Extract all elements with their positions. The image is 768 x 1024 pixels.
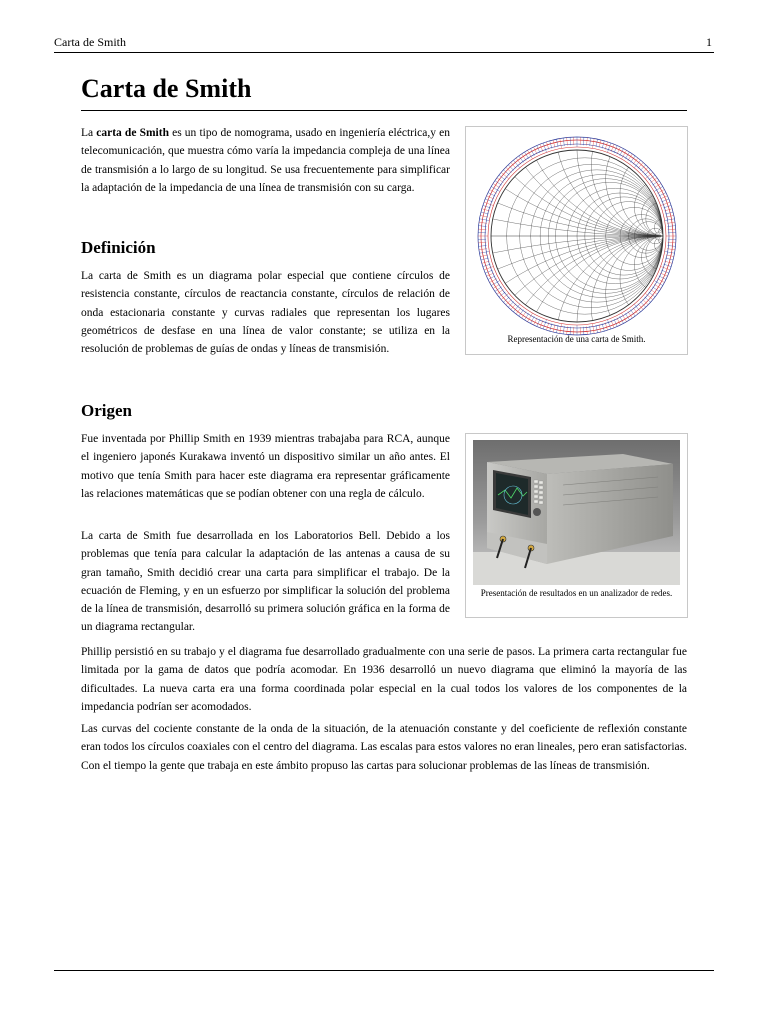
intro-bold-term: carta de Smith (96, 127, 169, 139)
origen-paragraph-4: Las curvas del cociente constante de la onda de la situación, de la atenuación constante y del coeficiente de reflexión constante eran todos los círculos coaxiales con el centro del diagrama. Las escalas para estos valores no eran lineales, pero eran satisfactorias. Con el tiempo la gente que trabaja en este ámbito propuso las cartas para solucionar problemas de las líneas de transmisión. (81, 723, 687, 772)
origen-paragraph-3: Phillip persistió en su trabajo y el diagrama fue desarrollado gradualmente con una serie de pasos. La primera carta rectangular fue limitada por la gama de datos que podría acomodar. En 1936 desarrolló un nuevo diagrama que eliminó la mayoría de las dificultades. La nueva carta era una forma coordinada polar especial en la cual todos los valores de los componentes de la impedancia podrían ser acomodados. (81, 646, 687, 713)
intro-rest: es un tipo de nomograma, usado en ingeniería eléctrica,y en telecomunicación, que muestra cómo varía la impedancia compleja de una línea de transmisión a lo largo de su longitud. Se usa frecuentemente para simplificar la adaptación de la impedancia de una línea de transmisión con su carga. (81, 127, 450, 194)
origen-paragraph-2: La carta de Smith fue desarrollada en los Laboratorios Bell. Debido a los problemas que tenía para calcular la adaptación de las antenas a causa de su gran tamaño, Smith decidió crear una carta para simplificar el trabajo. De la ecuación de Fleming, y en un esfuerzo por simplificar la solución del problema de la línea de transmisión, desarrolló su primera solución gráfica en la forma de un diagrama rectangular. (81, 530, 450, 634)
smith-chart-image (476, 135, 678, 337)
section-heading-origen: Origen (81, 401, 132, 420)
page-title: Carta de Smith (81, 72, 687, 111)
figure-caption-analyzer: Presentación de resultados en un analizador de redes. (480, 588, 673, 598)
intro-paragraph (81, 124, 450, 197)
page-number: 1 (706, 35, 712, 49)
figure-smith-chart (465, 126, 688, 355)
figure-caption-smith: Representación de una carta de Smith. (507, 334, 646, 344)
section-heading-definicion: Definición (81, 238, 156, 257)
intro-lead: La (81, 127, 97, 139)
figure-network-analyzer (465, 433, 688, 618)
running-header (54, 34, 714, 53)
definicion-paragraph: La carta de Smith es un diagrama polar especial que contiene círculos de resistencia constante, círculos de reactancia constante, círculos de relación de onda estacionaria constante y curvas radiales que representan los lugares geométricos de desfase en una línea de valor constante; se utiliza en la resolución de problemas de guías de ondas y líneas de transmisión. (81, 270, 450, 356)
network-analyzer-photo (473, 440, 680, 585)
footer-rule (54, 970, 714, 971)
running-title: Carta de Smith (54, 35, 126, 49)
origen-paragraph-1: Fue inventada por Phillip Smith en 1939 mientras trabajaba para RCA, aunque el ingeniero japonés Kurakawa inventó un dispositivo similar un año antes. El motivo que tenía Smith para hacer este diagrama era representar gráficamente las relaciones matemáticas que se podían obtener con una regla de cálculo. (81, 433, 450, 500)
